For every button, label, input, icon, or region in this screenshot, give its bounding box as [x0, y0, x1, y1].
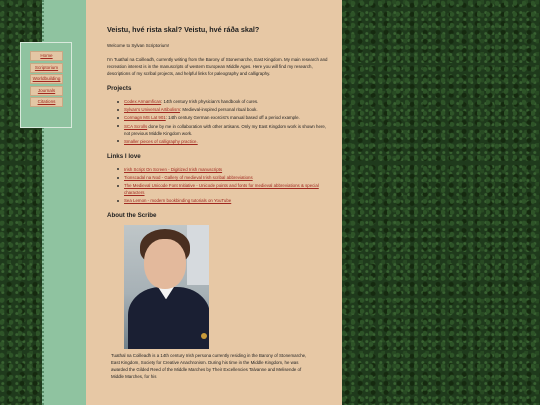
- project-link-calligraphy-practice[interactable]: Smaller pieces of calligraphy practice.: [124, 138, 198, 144]
- list-item: [117, 114, 332, 121]
- intro-paragraph: I'm Tuathal na Coilleadh, currently writing from the Barony of Stonemarche, East Kingdom. My main research and recreation interest is in the manuscripts of western European Middle Ages. Here you will find my research, descriptions of my scribal projects, and helpful links for paleography and calligraphy.: [107, 57, 328, 76]
- project-description: : 14th century German exorcist's manual based off a period example.: [165, 115, 300, 121]
- page-title: Veistu, hvé rista skal? Veistu, hvé ráða skal?: [107, 25, 260, 34]
- link-irish-script-on-screen[interactable]: Irish Script On Screen - Digitized Irish manuscripts: [124, 166, 223, 172]
- links-list: [107, 166, 332, 205]
- scribe-portrait-photo: [124, 225, 209, 349]
- project-description: : Medieval-inspired personal ritual book.: [179, 107, 258, 113]
- links-heading: Links I love: [107, 152, 141, 160]
- nav-item-worldbuilding[interactable]: Worldbuilding: [30, 74, 63, 84]
- project-description: : 14th century Irish physician's handbook of cures.: [161, 99, 259, 104]
- list-item: [117, 123, 332, 137]
- photo-face: [144, 239, 186, 289]
- list-item: [117, 197, 332, 204]
- project-link-cormagn-ms[interactable]: Cormagn MS Lat 901: [124, 115, 166, 121]
- link-sea-lemon[interactable]: Sea Lemon - modern bookbinding tutorials on YouTube: [124, 198, 232, 204]
- project-link-universal-artibolism[interactable]: Sylvan's Universal Artibolism: [124, 107, 180, 113]
- photo-body: [128, 287, 209, 349]
- nav-item-citations[interactable]: Citations: [30, 97, 63, 107]
- link-mufi[interactable]: The Medieval Unicode Font Initiative - Unicode points and fonts for medieval abbreviations & special characters: [124, 183, 319, 196]
- about-paragraph: Tuathal na Coilleadh is a 14th century Irish persona currently residing in the Barony of Stonemarche, East Kingdom, Society for Creative Anachronism. During his time in the Middle Kingdom, he was awarded the Gilded Reed of the Middle Marches by Their Excellencies Talvanne and Melisende of Middle Marches, for his: [111, 353, 307, 380]
- nav-item-scriptorium[interactable]: Scriptorium: [30, 63, 63, 73]
- list-item: [117, 138, 332, 145]
- nav-item-journals[interactable]: Journals: [30, 86, 63, 96]
- project-description: done by me in collaboration with other artisans. Only my East Kingdom work is shown here, not previous Middle Kingdom work.: [124, 123, 327, 136]
- main-content: [86, 0, 342, 405]
- project-link-sca-scrolls[interactable]: SCA Scrolls: [124, 123, 148, 129]
- link-tionscadal-na-nod[interactable]: Tionscadal na Nod - Gallery of medieval Irish scribal abbreviations: [124, 174, 253, 180]
- nav-item-home[interactable]: Home: [30, 51, 63, 61]
- list-item: [117, 106, 332, 113]
- projects-heading: Projects: [107, 85, 132, 92]
- nav-panel: [20, 42, 72, 128]
- project-link-codex-armamfican[interactable]: Codex Armamfican: [124, 99, 162, 104]
- about-heading: About the Scribe: [107, 212, 157, 220]
- list-item: [117, 174, 332, 181]
- welcome-text: Welcome to Sylvan Scriptorium!: [107, 43, 170, 48]
- list-item: [117, 98, 332, 105]
- list-item: [117, 166, 332, 173]
- projects-list: [107, 98, 332, 145]
- photo-background-shelf: [187, 225, 209, 285]
- list-item: [117, 182, 332, 196]
